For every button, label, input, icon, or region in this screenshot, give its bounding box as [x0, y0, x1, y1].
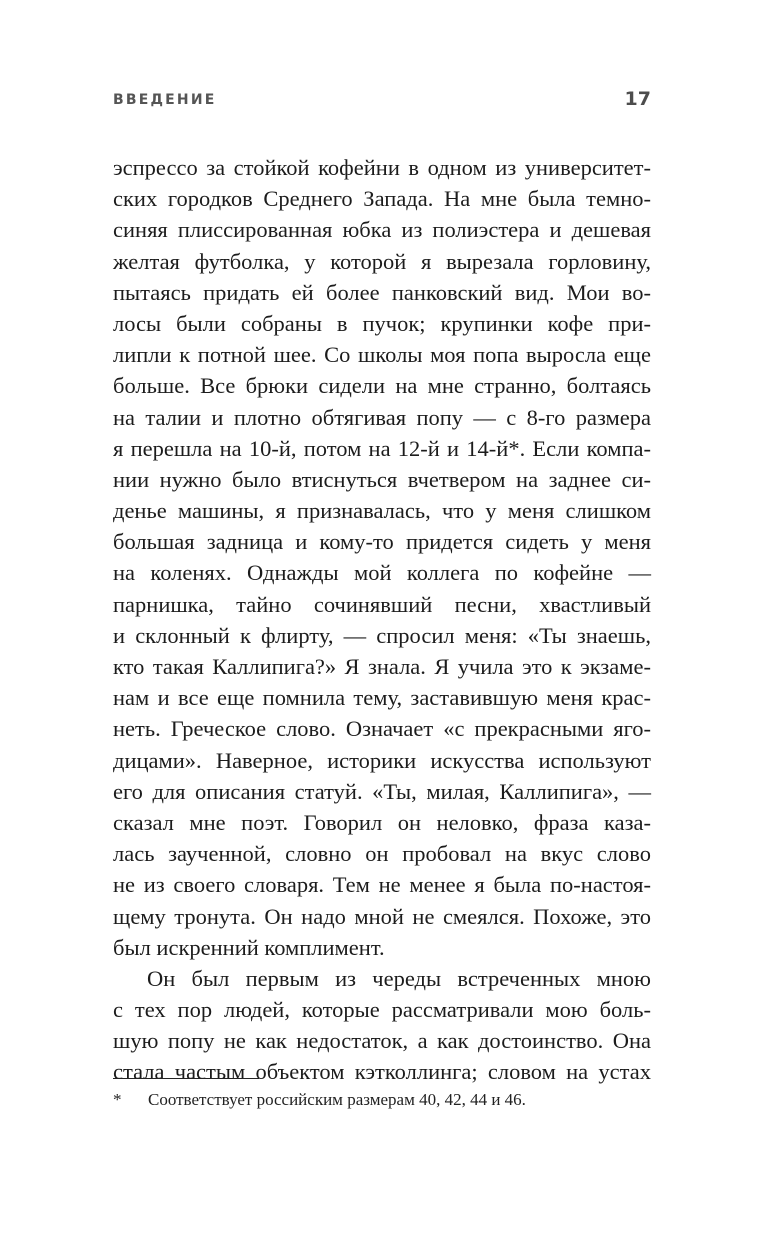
text-line: не из своего словаря. Тем не менее я была по-настоя- [113, 872, 651, 898]
text-line: неть. Греческое слово. Означает «с прекрасными яго- [113, 716, 651, 742]
text-line: на талии и плотно обтягивая попу — с 8-го размера [113, 404, 651, 430]
footnote-marker: * [113, 1090, 122, 1109]
text-line: сказал мне поэт. Говорил он неловко, фраза каза- [113, 809, 651, 835]
footnote-text: Соответствует российским размерам 40, 42, 44 и 46. [148, 1090, 526, 1109]
paragraph [113, 152, 651, 963]
text-line: больше. Все брюки сидели на мне странно, болтаясь [113, 373, 651, 399]
text-line: эспрессо за стойкой кофейни в одном из университет- [113, 155, 651, 180]
text-line: на коленях. Однажды мой коллега по кофейне — [113, 560, 651, 586]
text-line: лась заученной, словно он пробовал на вкус слово [113, 841, 651, 867]
text-line: с тех пор людей, которые рассматривали мою боль- [113, 997, 651, 1023]
text-line: желтая футболка, у которой я вырезала горловину, [113, 248, 651, 274]
text-line: шую попу не как недостаток, а как достоинство. Она [113, 1028, 651, 1054]
text-line: денье машины, я признавалась, что у меня слишком [113, 498, 651, 524]
text-line: его для описания статуй. «Ты, милая, Каллипига», — [113, 778, 651, 804]
text-line: дицами». Наверное, историки искусства используют [113, 747, 651, 773]
text-line: парнишка, тайно сочинявший песни, хвастливый [113, 591, 651, 617]
text-line: большая задница и кому-то придется сидеть у меня [113, 529, 651, 555]
text-line: щему тронута. Он надо мной не смеялся. Похоже, это [113, 903, 651, 929]
text-line: синяя плиссированная юбка из полиэстера и дешевая [113, 217, 651, 243]
paragraph [113, 963, 651, 1088]
text-line: стала частым объектом кэтколлинга; словом на устах [113, 1059, 651, 1085]
text-line: я перешла на 10-й, потом на 12-й и 14-й*. Если компа- [113, 435, 651, 461]
text-line: нам и все еще помнила тему, заставившую меня крас- [113, 685, 651, 711]
text-line: кто такая Каллипига?» Я знала. Я учила это к экзаме- [113, 654, 651, 679]
text-line: был искренний комплимент. [113, 934, 385, 960]
text-line: нии нужно было втиснуться вчетвером на заднее си- [113, 466, 651, 492]
page-number: 17 [624, 88, 651, 110]
footnote-divider [113, 1078, 259, 1079]
text-line: ских городков Среднего Запада. На мне была темно- [113, 186, 651, 212]
text-line: пытаясь придать ей более панковский вид. Мои во- [113, 279, 651, 305]
text-line: и склонный к флирту, — спросил меня: «Ты знаешь, [113, 622, 651, 648]
footnote [113, 1090, 526, 1110]
text-line: Он был первым из череды встреченных мною [147, 965, 651, 991]
body-text [113, 152, 651, 1088]
text-line: липли к потной шее. Со школы моя попа выросла еще [113, 342, 651, 368]
text-line: лосы были собраны в пучок; крупинки кофе при- [113, 310, 651, 336]
running-head-section-title: ВВЕДЕНИЕ [113, 92, 217, 108]
